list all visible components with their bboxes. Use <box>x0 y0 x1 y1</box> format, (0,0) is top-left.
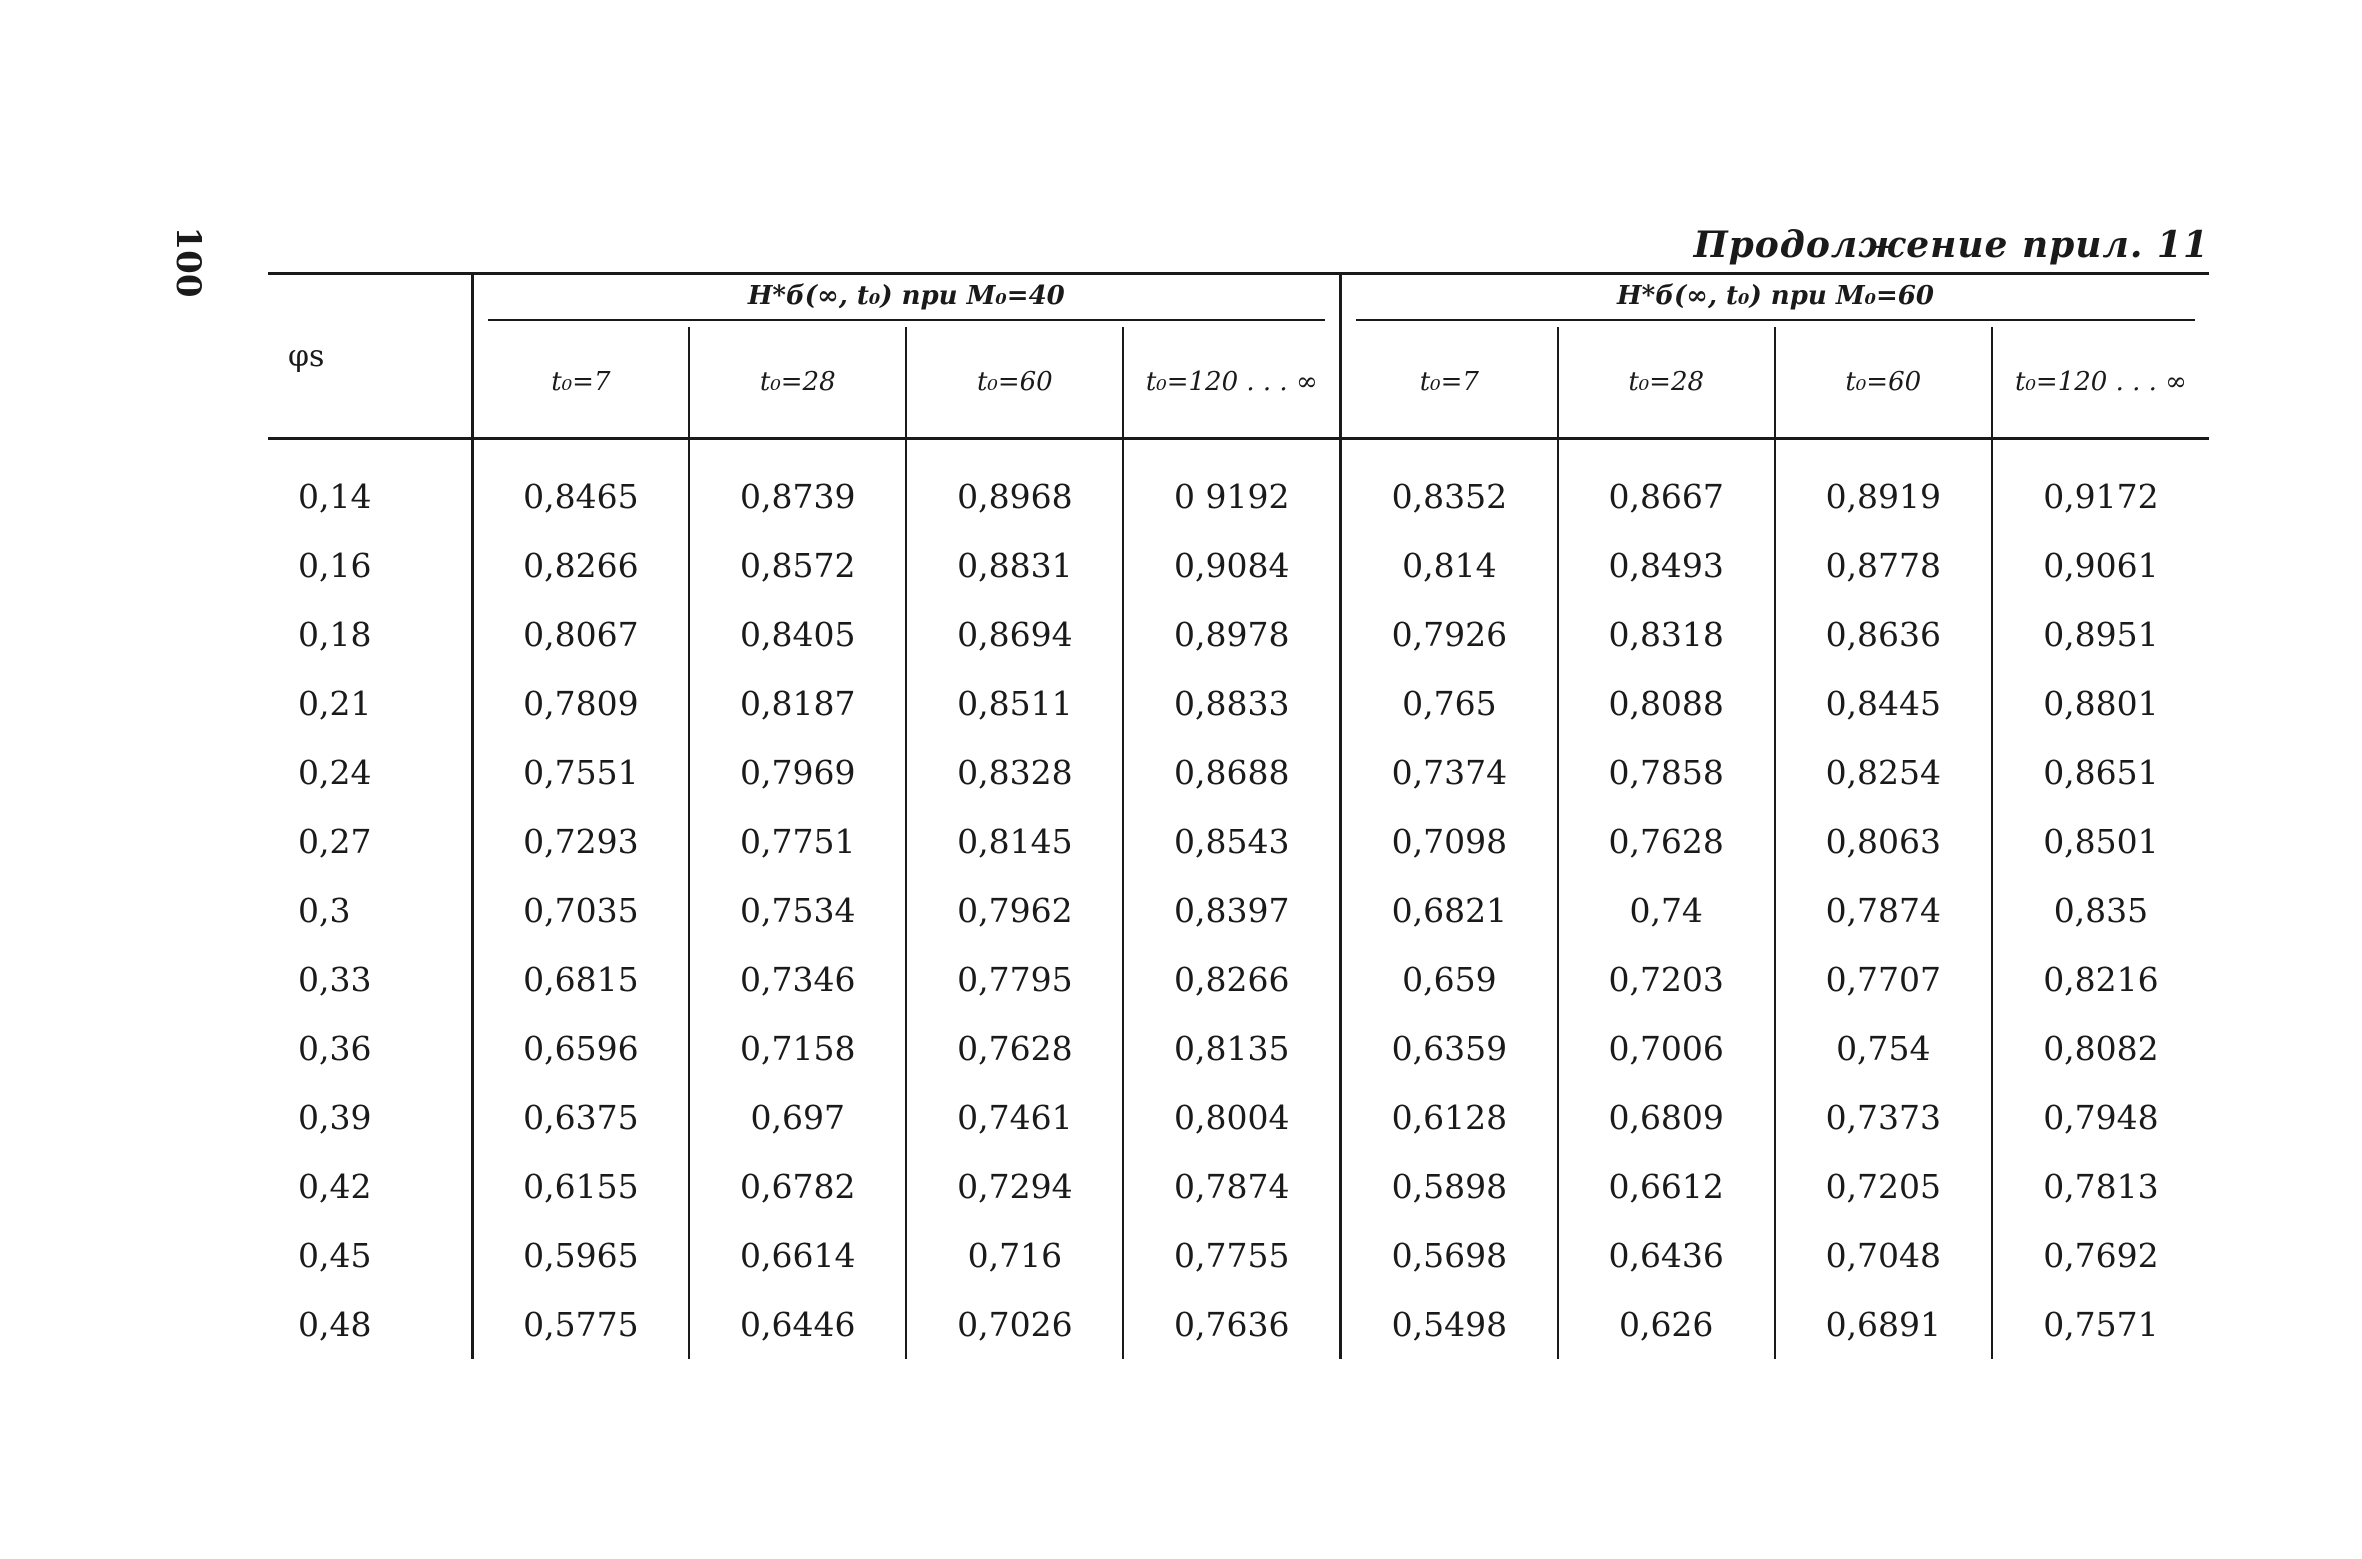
value-cell: 0,626 <box>1558 1290 1775 1359</box>
value-cell: 0,8082 <box>2043 1029 2159 1068</box>
value-cell: 0,8465 <box>472 439 689 532</box>
value-cell: 0,8543 <box>1123 807 1340 876</box>
table-row <box>268 876 2209 945</box>
value-cell: 0,8694 <box>906 600 1123 669</box>
phi-cell: 0,45 <box>268 1221 472 1290</box>
value-cell: 0,8145 <box>906 807 1123 876</box>
phi-cell: 0,39 <box>268 1083 472 1152</box>
value-cell: 0,7294 <box>906 1152 1123 1221</box>
value-cell: 0,7813 <box>2043 1167 2159 1206</box>
value-cell: 0,8063 <box>1775 807 1992 876</box>
value-cell: 0,7026 <box>906 1290 1123 1359</box>
value-cell: 0,7203 <box>1558 945 1775 1014</box>
value-cell: 0,7692 <box>2043 1236 2159 1275</box>
phi-cell: 0,3 <box>268 876 472 945</box>
column-header: t₀=28 <box>689 327 906 439</box>
value-cell: 0,8919 <box>1775 439 1992 532</box>
table-row <box>268 1014 2209 1083</box>
value-cell: 0,74 <box>1558 876 1775 945</box>
value-cell: 0,8651 <box>2043 753 2159 792</box>
group-title-m60: H*б(∞, t₀) при M₀=60 <box>1356 281 2195 321</box>
value-cell: 0,8688 <box>1123 738 1340 807</box>
value-cell: 0,8445 <box>1775 669 1992 738</box>
phi-cell: 0,33 <box>268 945 472 1014</box>
table-row <box>268 1221 2209 1290</box>
page-number: 100 <box>168 226 208 298</box>
value-cell: 0,7534 <box>689 876 906 945</box>
value-cell: 0,7048 <box>1775 1221 1992 1290</box>
value-cell: 0,6128 <box>1341 1083 1558 1152</box>
value-cell: 0,5965 <box>472 1221 689 1290</box>
value-cell: 0,8572 <box>689 531 906 600</box>
value-cell: 0,7461 <box>906 1083 1123 1152</box>
value-cell: 0,8833 <box>1123 669 1340 738</box>
value-cell: 0,697 <box>689 1083 906 1152</box>
value-cell: 0,814 <box>1341 531 1558 600</box>
value-cell: 0,6359 <box>1341 1014 1558 1083</box>
value-cell: 0,8397 <box>1123 876 1340 945</box>
value-cell: 0,7346 <box>689 945 906 1014</box>
phi-cell: 0,16 <box>268 531 472 600</box>
value-cell: 0,6155 <box>472 1152 689 1221</box>
value-cell: 0,9061 <box>2043 546 2159 585</box>
value-cell: 0,7373 <box>1775 1083 1992 1152</box>
column-header: t₀=120 . . . ∞ <box>1992 327 2209 439</box>
table-row <box>268 531 2209 600</box>
value-cell: 0,8328 <box>906 738 1123 807</box>
value-cell: 0,8511 <box>906 669 1123 738</box>
value-cell: 0,8968 <box>906 439 1123 532</box>
value-cell: 0,6612 <box>1558 1152 1775 1221</box>
value-cell: 0,8978 <box>1123 600 1340 669</box>
value-cell: 0,7858 <box>1558 738 1775 807</box>
value-cell: 0,8266 <box>472 531 689 600</box>
value-cell: 0,7874 <box>1775 876 1992 945</box>
value-cell: 0,7962 <box>906 876 1123 945</box>
value-cell: 0,6815 <box>472 945 689 1014</box>
value-cell: 0,8004 <box>1123 1083 1340 1152</box>
value-cell: 0,7205 <box>1775 1152 1992 1221</box>
value-cell: 0,8318 <box>1558 600 1775 669</box>
column-header: t₀=60 <box>1775 327 1992 439</box>
value-cell: 0,7751 <box>689 807 906 876</box>
value-cell: 0,7293 <box>472 807 689 876</box>
value-cell: 0,6891 <box>1775 1290 1992 1359</box>
value-cell: 0,6614 <box>689 1221 906 1290</box>
data-table <box>268 272 2209 1359</box>
data-table-container <box>268 272 2209 1359</box>
value-cell: 0,6821 <box>1341 876 1558 945</box>
value-cell: 0,7926 <box>1341 600 1558 669</box>
value-cell: 0,7948 <box>2043 1098 2159 1137</box>
phi-cell: 0,14 <box>268 439 472 532</box>
value-cell: 0,7628 <box>906 1014 1123 1083</box>
value-cell: 0,8636 <box>1775 600 1992 669</box>
value-cell: 0,8493 <box>1558 531 1775 600</box>
value-cell: 0,7969 <box>689 738 906 807</box>
value-cell: 0,9172 <box>2043 477 2159 516</box>
table-row <box>268 807 2209 876</box>
value-cell: 0,6782 <box>689 1152 906 1221</box>
value-cell: 0,8067 <box>472 600 689 669</box>
value-cell: 0,7795 <box>906 945 1123 1014</box>
column-header: t₀=7 <box>472 327 689 439</box>
value-cell: 0,8778 <box>1775 531 1992 600</box>
value-cell: 0,8801 <box>2043 684 2159 723</box>
table-row <box>268 439 2209 532</box>
sub-header-row <box>268 327 2209 439</box>
value-cell: 0,8216 <box>2043 960 2159 999</box>
value-cell: 0,8831 <box>906 531 1123 600</box>
value-cell: 0,8254 <box>1775 738 1992 807</box>
phi-header: φs <box>268 274 472 439</box>
value-cell: 0,659 <box>1341 945 1558 1014</box>
column-header: t₀=7 <box>1341 327 1558 439</box>
table-row <box>268 945 2209 1014</box>
table-row <box>268 600 2209 669</box>
value-cell: 0,7006 <box>1558 1014 1775 1083</box>
value-cell: 0,6446 <box>689 1290 906 1359</box>
value-cell: 0,8667 <box>1558 439 1775 532</box>
column-header: t₀=60 <box>906 327 1123 439</box>
value-cell: 0,7809 <box>472 669 689 738</box>
value-cell: 0,5898 <box>1341 1152 1558 1221</box>
value-cell: 0,5775 <box>472 1290 689 1359</box>
value-cell: 0,716 <box>906 1221 1123 1290</box>
column-header: t₀=120 . . . ∞ <box>1123 327 1340 439</box>
value-cell: 0,7707 <box>1775 945 1992 1014</box>
value-cell: 0,754 <box>1775 1014 1992 1083</box>
value-cell: 0,7035 <box>472 876 689 945</box>
value-cell: 0,7628 <box>1558 807 1775 876</box>
value-cell: 0,8352 <box>1341 439 1558 532</box>
table-row <box>268 1152 2209 1221</box>
phi-cell: 0,24 <box>268 738 472 807</box>
value-cell: 0,8187 <box>689 669 906 738</box>
phi-cell: 0,48 <box>268 1290 472 1359</box>
value-cell: 0,8135 <box>1123 1014 1340 1083</box>
phi-cell: 0,18 <box>268 600 472 669</box>
group-title-m40: H*б(∞, t₀) при M₀=40 <box>488 281 1325 321</box>
value-cell: 0,5698 <box>1341 1221 1558 1290</box>
value-cell: 0,7571 <box>2043 1305 2159 1344</box>
table-body <box>268 439 2209 1360</box>
value-cell: 0,7374 <box>1341 738 1558 807</box>
value-cell: 0,7874 <box>1123 1152 1340 1221</box>
phi-cell: 0,36 <box>268 1014 472 1083</box>
value-cell: 0,835 <box>2053 891 2149 930</box>
value-cell: 0,765 <box>1341 669 1558 738</box>
phi-cell: 0,42 <box>268 1152 472 1221</box>
value-cell: 0 9192 <box>1123 439 1340 532</box>
table-row <box>268 1290 2209 1359</box>
column-header: t₀=28 <box>1558 327 1775 439</box>
value-cell: 0,6436 <box>1558 1221 1775 1290</box>
value-cell: 0,7636 <box>1123 1290 1340 1359</box>
value-cell: 0,8951 <box>2043 615 2159 654</box>
phi-cell: 0,21 <box>268 669 472 738</box>
continuation-label: Продолжение прил. 11 <box>1693 224 2209 266</box>
value-cell: 0,8088 <box>1558 669 1775 738</box>
group-header-m40 <box>472 274 1340 328</box>
value-cell: 0,7098 <box>1341 807 1558 876</box>
value-cell: 0,8739 <box>689 439 906 532</box>
value-cell: 0,6809 <box>1558 1083 1775 1152</box>
group-header-row <box>268 274 2209 328</box>
group-header-m60 <box>1341 274 2209 328</box>
phi-cell: 0,27 <box>268 807 472 876</box>
value-cell: 0,8266 <box>1123 945 1340 1014</box>
value-cell: 0,6375 <box>472 1083 689 1152</box>
value-cell: 0,9084 <box>1123 531 1340 600</box>
value-cell: 0,6596 <box>472 1014 689 1083</box>
table-row <box>268 1083 2209 1152</box>
value-cell: 0,8405 <box>689 600 906 669</box>
table-row <box>268 669 2209 738</box>
table-row <box>268 738 2209 807</box>
value-cell: 0,7158 <box>689 1014 906 1083</box>
value-cell: 0,5498 <box>1341 1290 1558 1359</box>
value-cell: 0,8501 <box>2043 822 2159 861</box>
value-cell: 0,7755 <box>1123 1221 1340 1290</box>
value-cell: 0,7551 <box>472 738 689 807</box>
